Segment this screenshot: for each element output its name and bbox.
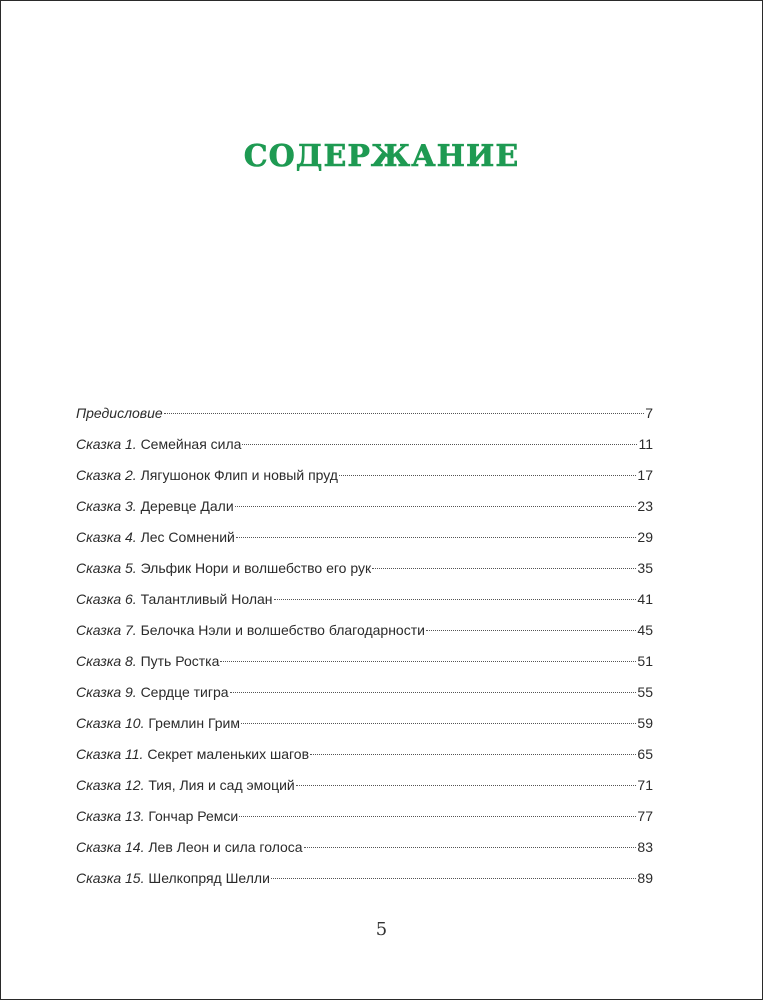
toc-entry-prefix: Сказка 8. xyxy=(76,653,137,669)
toc-entry[interactable] xyxy=(76,398,653,429)
toc-entry-prefix: Сказка 5. xyxy=(76,560,137,576)
toc-entry[interactable] xyxy=(76,770,653,801)
toc-entry-prefix: Сказка 1. xyxy=(76,436,137,452)
toc-entry[interactable] xyxy=(76,801,653,832)
toc-page-number: 11 xyxy=(638,436,653,452)
toc-entry-prefix: Сказка 10. xyxy=(76,715,145,731)
dot-leader xyxy=(235,506,637,507)
toc-entry-prefix: Сказка 9. xyxy=(76,684,137,700)
toc-entry[interactable] xyxy=(76,615,653,646)
dot-leader xyxy=(426,630,636,631)
toc-entry-title: Лес Сомнений xyxy=(140,529,235,545)
toc-entry-label xyxy=(76,491,234,522)
toc-entry-title: Лев Леон и сила голоса xyxy=(148,839,303,855)
toc-entry-title: Тия, Лия и сад эмоций xyxy=(148,777,295,793)
toc-entry-label xyxy=(76,522,235,553)
toc-page-number: 7 xyxy=(645,405,653,421)
toc-page-number: 83 xyxy=(637,839,653,855)
toc-entry-prefix: Сказка 12. xyxy=(76,777,145,793)
toc-entry[interactable] xyxy=(76,429,653,460)
toc-entry-title: Секрет маленьких шагов xyxy=(147,746,310,762)
dot-leader xyxy=(296,785,637,786)
dot-leader xyxy=(241,723,636,724)
toc-entry-prefix: Предисловие xyxy=(76,405,163,421)
toc-entry-prefix: Сказка 14. xyxy=(76,839,145,855)
dot-leader xyxy=(304,847,637,848)
toc-entry-title: Деревце Дали xyxy=(140,498,234,514)
toc-entry-label xyxy=(76,677,229,708)
dot-leader xyxy=(220,661,636,662)
toc-entry[interactable] xyxy=(76,708,653,739)
toc-entry-label xyxy=(76,801,238,832)
toc-entry-prefix: Сказка 7. xyxy=(76,622,137,638)
toc-entry[interactable] xyxy=(76,460,653,491)
toc-entry[interactable] xyxy=(76,832,653,863)
dot-leader xyxy=(372,568,636,569)
toc-entry-label xyxy=(76,584,273,615)
toc-entry-label xyxy=(76,770,295,801)
toc-page-number: 89 xyxy=(637,870,653,886)
toc-entry-prefix: Сказка 3. xyxy=(76,498,137,514)
toc-page-number: 41 xyxy=(637,591,653,607)
toc-entry[interactable] xyxy=(76,677,653,708)
toc-entry[interactable] xyxy=(76,553,653,584)
toc-entry[interactable] xyxy=(76,739,653,770)
toc-page-number: 51 xyxy=(637,653,653,669)
toc-page-number: 35 xyxy=(637,560,653,576)
toc-entry[interactable] xyxy=(76,646,653,677)
toc-entry-label xyxy=(76,646,219,677)
page-title: СОДЕРЖАНИЕ xyxy=(243,139,520,174)
dot-leader xyxy=(164,413,645,414)
toc-entry-prefix: Сказка 4. xyxy=(76,529,137,545)
toc-entry-label xyxy=(76,615,425,646)
toc-entry-title: Гончар Ремси xyxy=(148,808,239,824)
toc-entry[interactable] xyxy=(76,491,653,522)
toc-entry-title: Путь Ростка xyxy=(140,653,220,669)
toc-entry-title: Семейная сила xyxy=(140,436,242,452)
toc-entry-prefix: Сказка 13. xyxy=(76,808,145,824)
dot-leader xyxy=(339,475,636,476)
toc-entry-title: Белочка Нэли и волшебство благодарности xyxy=(140,622,425,638)
toc-entry-title: Эльфик Нори и волшебство его рук xyxy=(140,560,372,576)
dot-leader xyxy=(271,878,637,879)
toc-entry-label xyxy=(76,398,163,429)
toc-entry-prefix: Сказка 11. xyxy=(76,746,144,762)
toc-entry-title: Талантливый Нолан xyxy=(140,591,273,607)
toc-entry[interactable] xyxy=(76,863,653,894)
toc-page-number: 59 xyxy=(637,715,653,731)
toc-entry-label xyxy=(76,832,303,863)
toc-entry-label xyxy=(76,708,240,739)
toc-page-number: 71 xyxy=(637,777,653,793)
toc-page-number: 65 xyxy=(637,746,653,762)
toc-page-number: 29 xyxy=(637,529,653,545)
toc-entry-label xyxy=(76,553,371,584)
page-number: 5 xyxy=(375,919,388,940)
toc-entry-label xyxy=(76,863,270,894)
toc-page-number: 55 xyxy=(637,684,653,700)
dot-leader xyxy=(230,692,637,693)
table-of-contents xyxy=(76,398,653,894)
toc-page-number: 77 xyxy=(637,808,653,824)
toc-entry-label xyxy=(76,429,241,460)
toc-entry-title: Гремлин Грим xyxy=(148,715,240,731)
toc-entry-label xyxy=(76,739,309,770)
toc-entry-prefix: Сказка 6. xyxy=(76,591,137,607)
toc-entry-title: Шелкопряд Шелли xyxy=(148,870,270,886)
toc-entry[interactable] xyxy=(76,584,653,615)
toc-entry[interactable] xyxy=(76,522,653,553)
toc-page-number: 17 xyxy=(637,467,653,483)
toc-entry-prefix: Сказка 15. xyxy=(76,870,145,886)
dot-leader xyxy=(274,599,637,600)
toc-page-number: 23 xyxy=(637,498,653,514)
toc-entry-prefix: Сказка 2. xyxy=(76,467,137,483)
dot-leader xyxy=(310,754,636,755)
toc-entry-title: Сердце тигра xyxy=(140,684,229,700)
dot-leader xyxy=(242,444,637,445)
toc-entry-label xyxy=(76,460,338,491)
dot-leader xyxy=(236,537,637,538)
toc-page-number: 45 xyxy=(637,622,653,638)
toc-entry-title: Лягушонок Флип и новый пруд xyxy=(140,467,338,483)
dot-leader xyxy=(239,816,636,817)
